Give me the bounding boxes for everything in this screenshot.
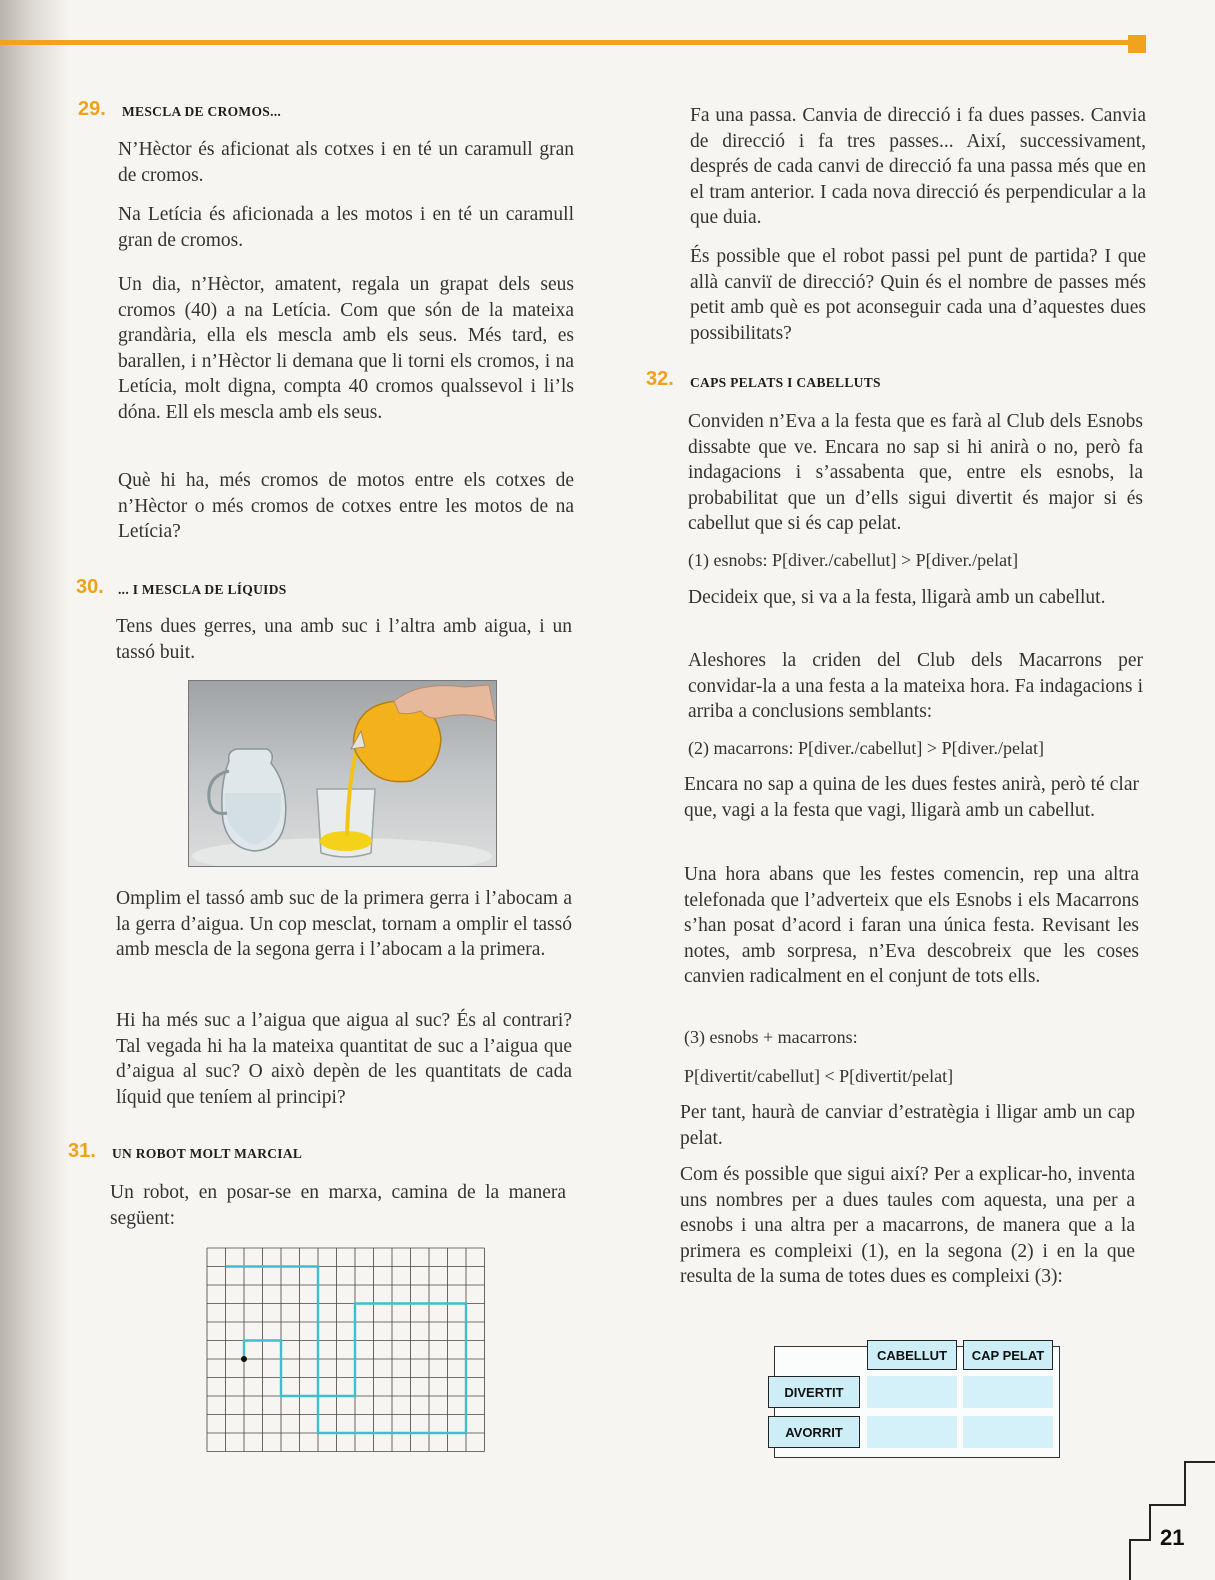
problem-32-paragraph: Encara no sap a quina de les dues festes anirà, però té clar que, vagi a la festa que vagi, lligarà amb un cabellut. [684, 774, 1139, 821]
col-header-cabellut: CABELLUT [867, 1340, 957, 1370]
problem-30-title: ... I MESCLA DE LÍQUIDS [118, 582, 287, 597]
table-cell-divertit-cabellut [867, 1376, 957, 1408]
top-accent-bar [0, 40, 1128, 45]
problem-30-number: 30. [76, 576, 104, 598]
formula-3-inequality: P[divertit/cabellut] < P[divertit/pelat] [684, 1066, 954, 1086]
table-cell-avorrit-cabellut [867, 1416, 957, 1448]
problem-30-paragraph: Omplim el tassó amb suc de la primera gerra i l’abocam a la gerra d’aigua. Un cop mesclat, tornam a omplir el tassó amb mescla de la segona gerra i l’abocam a la primera. [116, 888, 572, 960]
page-number: 21 [1160, 1525, 1185, 1550]
problem-30-question: Hi ha més suc a l’aigua que aigua al suc? És al contrari? Tal vegada hi ha la mateixa quantitat de suc a l’aigua que d’aigua al suc? O això depèn de les quantitats de cada líquid que teníem al principi? [116, 1010, 572, 1108]
problem-29-title: MESCLA DE CROMOS... [122, 104, 282, 119]
page-corner-steps [1090, 1460, 1215, 1580]
problem-32-paragraph: Com és possible que sigui així? Per a explicar-ho, inventa uns nombres per a dues taules com aquesta, una per a esnobs i una altra per a macarrons, de manera que a la primera es compleixi (1), en la segona (2) i en la que resulta de la suma de totes dues es compleixi (3): [680, 1164, 1135, 1287]
problem-32-paragraph: Per tant, haurà de canviar d’estratègia i lligar amb un cap pelat. [680, 1102, 1135, 1149]
problem-29-paragraph: N’Hèctor és aficionat als cotxes i en té un caramull gran de cromos. [118, 139, 574, 186]
problem-32-paragraph: Aleshores la criden del Club dels Macarrons per convidar-la a una festa a la mateixa hora. Fa indagacions i arriba a conclusions semblants: [688, 650, 1143, 722]
problem-29-paragraph: Un dia, n’Hèctor, amatent, regala un grapat dels seus cromos (40) a na Letícia. Com que són de la mateixa grandària, ella els mescla amb els seus. Més tard, es barallen, i n’Hèctor li demana que li torni els cromos, i na Letícia, molt digna, compta 40 cromos qualssevol i li’ls dóna. Ell els mescla amb els seus. [118, 274, 574, 423]
problem-32-number: 32. [646, 368, 674, 390]
problem-29-question: Què hi ha, més cromos de motos entre els cotxes de n’Hèctor o més cromos de cotxes entre les motos de na Letícia? [118, 470, 574, 542]
problem-31-paragraph: Fa una passa. Canvia de direcció i fa dues passes. Canvia de direcció i fa tres passes... Així, successivament, després de cada canvi de direcció fa una passa més que en el tram anterior. I cada nova direcció és perpendicular a la que duia. [690, 105, 1146, 228]
juice-pouring-illustration [189, 681, 496, 866]
robot-path-grid [206, 1247, 486, 1458]
problem-29-paragraph: Na Letícia és aficionada a les motos i en té un caramull gran de cromos. [118, 204, 574, 251]
problem-31-question: És possible que el robot passi pel punt de partida? I que allà canviï de direcció? Quin és el nombre de passes més petit amb què es pot aconseguir cada una d’aquestes dues possibilitats? [690, 246, 1146, 344]
juice-pouring-photo [188, 680, 497, 867]
book-spine-shadow [0, 0, 70, 1580]
problem-31-title: UN ROBOT MOLT MARCIAL [112, 1146, 303, 1161]
problem-32-paragraph: Decideix que, si va a la festa, lligarà amb un cabellut. [688, 587, 1106, 608]
formula-1: (1) esnobs: P[diver./cabellut] > P[diver./pelat] [688, 550, 1019, 570]
row-header-divertit: DIVERTIT [768, 1376, 860, 1408]
problem-31-number: 31. [68, 1140, 96, 1162]
problem-32-paragraph: Una hora abans que les festes comencin, rep una altra telefonada que l’adverteix que els Esnobs i els Macarrons s’han posat d’acord i faran una única festa. Revisant les notes, amb sorpresa, n’Eva descobreix que les coses canvien radicalment en el conjunt de tots ells. [684, 864, 1139, 987]
col-header-cap-pelat: CAP PELAT [963, 1340, 1053, 1370]
table-cell-divertit-cap-pelat [963, 1376, 1053, 1408]
formula-2: (2) macarrons: P[diver./cabellut] > P[diver./pelat] [688, 738, 1045, 758]
formula-3: (3) esnobs + macarrons: [684, 1027, 858, 1047]
top-accent-square [1128, 35, 1146, 53]
robot-start-point [241, 1356, 247, 1362]
problem-30-paragraph: Tens dues gerres, una amb suc i l’altra amb aigua, i un tassó buit. [116, 616, 572, 663]
robot-path [226, 1267, 467, 1434]
problem-32-title: CAPS PELATS I CABELLUTS [690, 375, 881, 390]
problem-32-paragraph: Conviden n’Eva a la festa que es farà al Club dels Esnobs dissabte que ve. Encara no sap si hi anirà o no, però fa indagacions i s’assabenta que, entre els esnobs, la probabilitat que un d’ells sigui divertit és major si és cabellut que si és cap pelat. [688, 411, 1143, 534]
robot-path-grid-svg [206, 1247, 486, 1453]
row-header-avorrit: AVORRIT [768, 1416, 860, 1448]
table-cell-avorrit-cap-pelat [963, 1416, 1053, 1448]
problem-31-paragraph: Un robot, en posar-se en marxa, camina de la manera següent: [110, 1182, 566, 1229]
problem-29-number: 29. [78, 98, 106, 120]
contingency-table [770, 1338, 1060, 1458]
